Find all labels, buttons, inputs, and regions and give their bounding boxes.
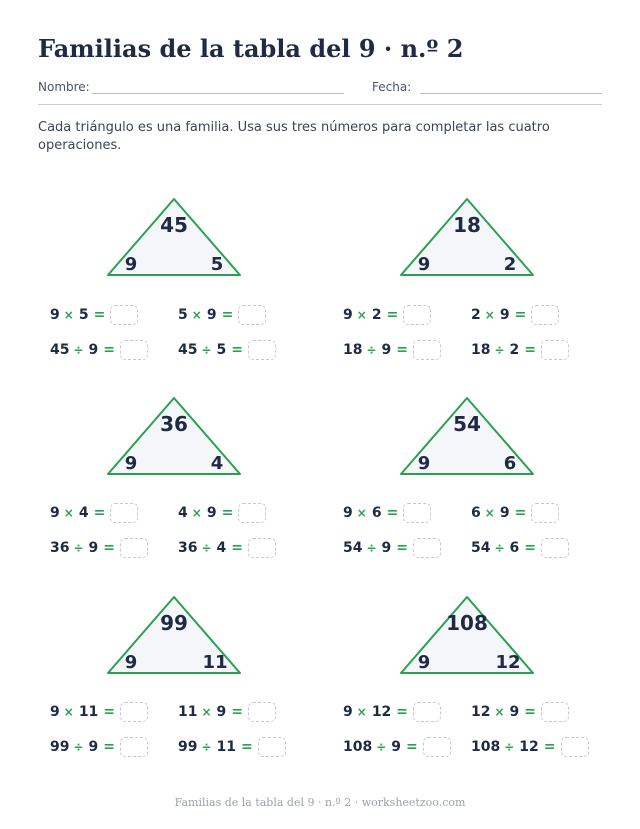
equals-sign: =: [514, 307, 527, 323]
answer-box[interactable]: [413, 702, 441, 722]
equals-sign: =: [524, 704, 537, 720]
operator: ×: [191, 506, 202, 520]
triangle-right-number: 4: [210, 453, 224, 474]
operand: 36: [50, 540, 70, 556]
equation: [471, 736, 589, 758]
equals-sign: =: [386, 307, 399, 323]
equation: [343, 736, 451, 758]
name-date-row: [38, 80, 602, 96]
equals-sign: =: [406, 739, 418, 755]
operand: 12: [371, 704, 392, 720]
equation: [343, 701, 441, 723]
triangle: [104, 197, 244, 277]
answer-box[interactable]: [413, 538, 441, 558]
equation: [471, 304, 559, 326]
operand: 2: [509, 342, 520, 358]
operand: 9: [50, 505, 60, 521]
triangle-left-number: 9: [417, 652, 431, 673]
operator: ×: [201, 705, 212, 719]
operand: 9: [499, 307, 510, 323]
equation: [343, 537, 441, 559]
page-title: Familias de la tabla del 9 · n.º 2: [38, 34, 464, 63]
triangle-top-number: 45: [160, 213, 188, 237]
equation: [50, 537, 148, 559]
equals-sign: =: [231, 704, 244, 720]
equation: [178, 304, 266, 326]
operand: 5: [216, 342, 227, 358]
equation: [50, 502, 138, 524]
equation: [50, 736, 148, 758]
answer-box[interactable]: [238, 503, 266, 523]
equation: [178, 537, 276, 559]
triangle-left-number: 9: [124, 652, 138, 673]
operand: 9: [509, 704, 520, 720]
operand: 99: [50, 739, 70, 755]
triangle: [397, 396, 537, 476]
operand: 9: [343, 307, 353, 323]
answer-box[interactable]: [531, 305, 559, 325]
answer-box[interactable]: [110, 305, 138, 325]
operand: 5: [78, 307, 89, 323]
answer-box[interactable]: [110, 503, 138, 523]
answer-box[interactable]: [120, 538, 148, 558]
answer-box[interactable]: [541, 702, 569, 722]
equals-sign: =: [221, 307, 234, 323]
operand: 9: [216, 704, 227, 720]
equals-sign: =: [524, 342, 537, 358]
fact-family-2: [345, 197, 605, 377]
equation: [178, 701, 276, 723]
equals-sign: =: [396, 704, 409, 720]
operand: 4: [78, 505, 89, 521]
equation: [343, 502, 431, 524]
triangle-top-number: 99: [160, 611, 188, 635]
page-footer: Familias de la tabla del 9 · n.º 2 · worksheetzoo.com: [174, 796, 466, 809]
equation: [471, 537, 569, 559]
operand: 108: [471, 739, 501, 755]
answer-box[interactable]: [541, 340, 569, 360]
operator: ×: [356, 506, 367, 520]
operator: ÷: [366, 343, 377, 357]
operand: 9: [343, 505, 353, 521]
operand: 6: [471, 505, 481, 521]
triangle-left-number: 9: [124, 453, 138, 474]
answer-box[interactable]: [248, 538, 276, 558]
operator: ×: [191, 308, 202, 322]
equals-sign: =: [386, 505, 399, 521]
operand: 11: [178, 704, 198, 720]
triangle: [104, 595, 244, 675]
operand: 5: [178, 307, 188, 323]
equals-sign: =: [396, 342, 409, 358]
fact-family-4: [345, 396, 605, 576]
operator: ×: [63, 308, 74, 322]
operand: 4: [178, 505, 188, 521]
equals-sign: =: [543, 739, 556, 755]
operand: 4: [216, 540, 227, 556]
operand: 9: [50, 307, 60, 323]
equals-sign: =: [514, 505, 527, 521]
operator: ÷: [504, 740, 515, 754]
operator: ÷: [73, 541, 84, 555]
name-label: Nombre:: [38, 80, 90, 94]
operand: 6: [509, 540, 520, 556]
answer-box[interactable]: [531, 503, 559, 523]
answer-box[interactable]: [258, 737, 286, 757]
operand: 12: [471, 704, 491, 720]
equation: [178, 339, 276, 361]
answer-box[interactable]: [541, 538, 569, 558]
name-field[interactable]: [92, 93, 344, 94]
answer-box[interactable]: [403, 305, 431, 325]
equals-sign: =: [231, 342, 244, 358]
operand: 2: [371, 307, 382, 323]
operand: 9: [381, 540, 392, 556]
equals-sign: =: [93, 505, 106, 521]
answer-box[interactable]: [403, 503, 431, 523]
operand: 45: [50, 342, 70, 358]
answer-box[interactable]: [248, 702, 276, 722]
operand: 9: [88, 739, 99, 755]
answer-box[interactable]: [413, 340, 441, 360]
operand: 45: [178, 342, 198, 358]
triangle-left-number: 9: [417, 254, 431, 275]
operator: ÷: [201, 740, 212, 754]
operand: 9: [499, 505, 510, 521]
equation: [471, 339, 569, 361]
answer-box[interactable]: [120, 737, 148, 757]
operator: ×: [63, 705, 74, 719]
operand: 9: [206, 307, 217, 323]
equals-sign: =: [241, 739, 253, 755]
operand: 18: [471, 342, 491, 358]
equals-sign: =: [103, 739, 116, 755]
operand: 11: [216, 739, 237, 755]
triangle: [397, 197, 537, 277]
operand: 9: [206, 505, 217, 521]
operator: ×: [484, 308, 495, 322]
operand: 108: [343, 739, 373, 755]
operator: ÷: [201, 343, 212, 357]
operator: ÷: [494, 343, 505, 357]
equation: [178, 502, 266, 524]
equals-sign: =: [103, 704, 116, 720]
operator: ×: [484, 506, 495, 520]
triangle-top-number: 108: [446, 611, 488, 635]
equation: [471, 502, 559, 524]
operator: ÷: [73, 343, 84, 357]
triangle-top-number: 36: [160, 412, 188, 436]
operand: 18: [343, 342, 363, 358]
triangle: [104, 396, 244, 476]
operand: 54: [471, 540, 491, 556]
operator: ÷: [494, 541, 505, 555]
operator: ×: [356, 308, 367, 322]
equation: [471, 701, 569, 723]
equals-sign: =: [221, 505, 234, 521]
operator: ×: [494, 705, 505, 719]
triangle-left-number: 9: [124, 254, 138, 275]
operator: ÷: [201, 541, 212, 555]
operand: 99: [178, 739, 198, 755]
fact-family-5: [52, 595, 312, 775]
operand: 9: [88, 342, 99, 358]
operator: ÷: [73, 740, 84, 754]
answer-box[interactable]: [423, 737, 451, 757]
operand: 9: [391, 739, 402, 755]
operand: 9: [50, 704, 60, 720]
equation: [343, 339, 441, 361]
operator: ÷: [366, 541, 377, 555]
operand: 11: [78, 704, 99, 720]
equation: [50, 339, 148, 361]
date-field[interactable]: [420, 93, 602, 94]
equals-sign: =: [231, 540, 244, 556]
fact-family-1: [52, 197, 312, 377]
triangle-right-number: 5: [210, 254, 224, 275]
triangle-right-number: 2: [503, 254, 517, 275]
triangle-right-number: 6: [503, 453, 517, 474]
operand: 9: [343, 704, 353, 720]
triangle-left-number: 9: [417, 453, 431, 474]
operator: ×: [63, 506, 74, 520]
operand: 54: [343, 540, 363, 556]
answer-box[interactable]: [248, 340, 276, 360]
equation: [343, 304, 431, 326]
triangle-top-number: 54: [453, 412, 481, 436]
equals-sign: =: [103, 342, 116, 358]
operand: 12: [519, 739, 539, 755]
operator: ×: [356, 705, 367, 719]
operand: 36: [178, 540, 198, 556]
fact-family-3: [52, 396, 312, 576]
equation: [50, 701, 148, 723]
equation: [178, 736, 286, 758]
answer-box[interactable]: [238, 305, 266, 325]
date-label: Fecha:: [372, 80, 412, 94]
equals-sign: =: [93, 307, 106, 323]
triangle: [397, 595, 537, 675]
equals-sign: =: [396, 540, 409, 556]
equals-sign: =: [103, 540, 116, 556]
operand: 2: [471, 307, 481, 323]
answer-box[interactable]: [561, 737, 589, 757]
equation: [50, 304, 138, 326]
header-divider: [38, 104, 602, 105]
fact-family-6: [345, 595, 605, 775]
answer-box[interactable]: [120, 702, 148, 722]
operand: 9: [88, 540, 99, 556]
operand: 9: [381, 342, 392, 358]
operator: ÷: [376, 740, 387, 754]
equals-sign: =: [524, 540, 537, 556]
triangle-top-number: 18: [453, 213, 481, 237]
triangle-right-number: 12: [495, 652, 521, 673]
instructions: Cada triángulo es una familia. Usa sus tres números para completar las cuatro operaciones.: [38, 120, 550, 153]
answer-box[interactable]: [120, 340, 148, 360]
triangle-right-number: 11: [202, 652, 228, 673]
operand: 6: [371, 505, 382, 521]
